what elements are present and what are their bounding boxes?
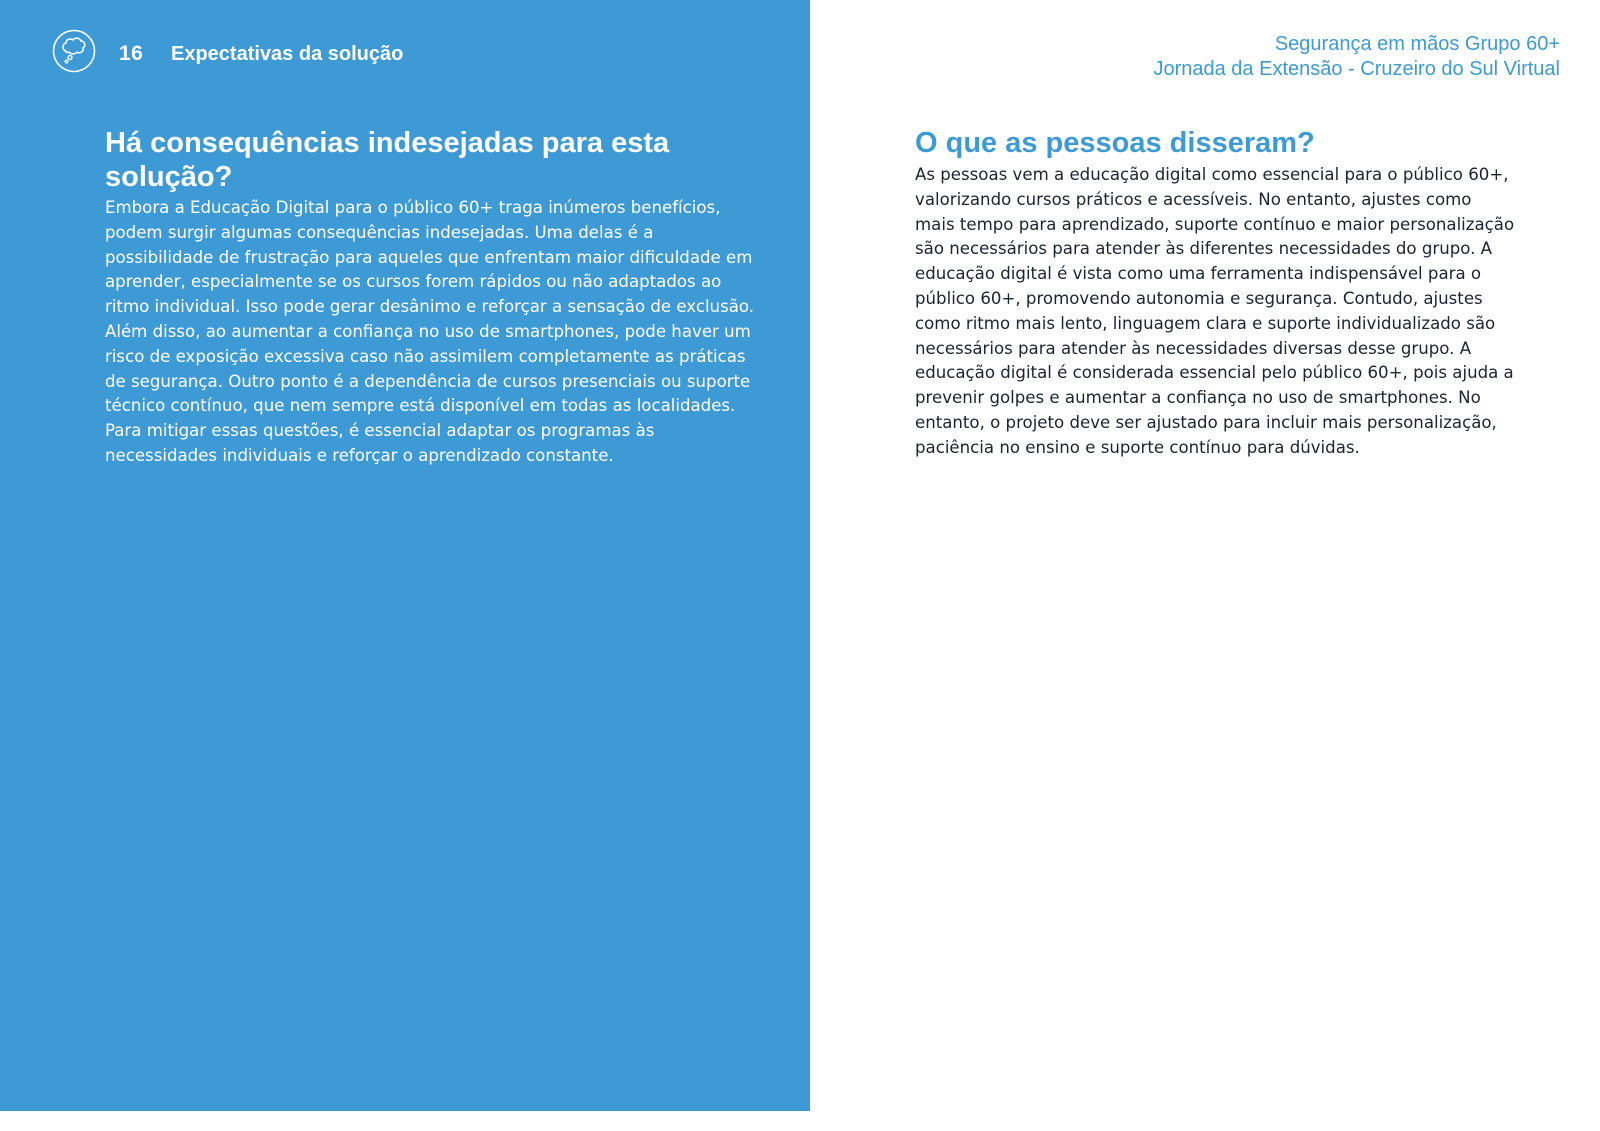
document-title-line-2: Jornada da Extensão - Cruzeiro do Sul Virtual: [1153, 58, 1560, 80]
bottom-margin: [0, 1111, 1600, 1131]
document-title-line-1: Segurança em mãos Grupo 60+: [1274, 33, 1560, 55]
right-heading: O que as pessoas disseram?: [915, 127, 1315, 159]
left-body-text: Embora a Educação Digital para o público 60+ traga inúmeros benefícios, podem surgir algumas consequências indesejadas. Uma delas é a possibilidade de frustração para aqueles que enfrentam maior dificuldade em aprender, especialmente se os cursos forem rápidos ou não adaptados ao ritmo individual. Isso pode gerar desânimo e reforçar a sensação de exclusão. Além disso, ao aumentar a confiança no uso de smartphones, pode haver um risco de exposição excessiva caso não assimilem completamente as práticas de segurança. Outro ponto é a dependência de cursos presenciais ou suporte técnico contínuo, que nem sempre está disponível em todas as localidades. Para mitigar essas questões, é essencial adaptar os programas às necessidades individuais e reforçar o aprendizado constante.: [105, 198, 755, 465]
left-heading: Há consequências indesejadas para esta solução?: [105, 127, 670, 193]
document-title: [1153, 32, 1560, 82]
section-title: Expectativas da solução: [171, 43, 404, 65]
page-number: 16: [119, 42, 144, 65]
right-body-text: As pessoas vem a educação digital como essencial para o público 60+, valorizando cursos práticos e acessíveis. No entanto, ajustes como mais tempo para aprendizado, suporte contínuo e maior personalização são necessários para atender às diferentes necessidades do grupo. A educação digital é vista como uma ferramenta indispensável para o público 60+, promovendo autonomia e segurança. Contudo, ajustes como ritmo mais lento, linguagem clara e suporte individualizado são necessários para atender às necessidades diversas desse grupo. A educação digital é considerada essencial pelo público 60+, pois ajuda a prevenir golpes e aumentar a confiança no uso de smartphones. No entanto, o projeto deve ser ajustado para incluir mais personalização, paciência no ensino e suporte contínuo para dúvidas.: [915, 165, 1515, 457]
thought-bubble-icon: [52, 29, 96, 73]
